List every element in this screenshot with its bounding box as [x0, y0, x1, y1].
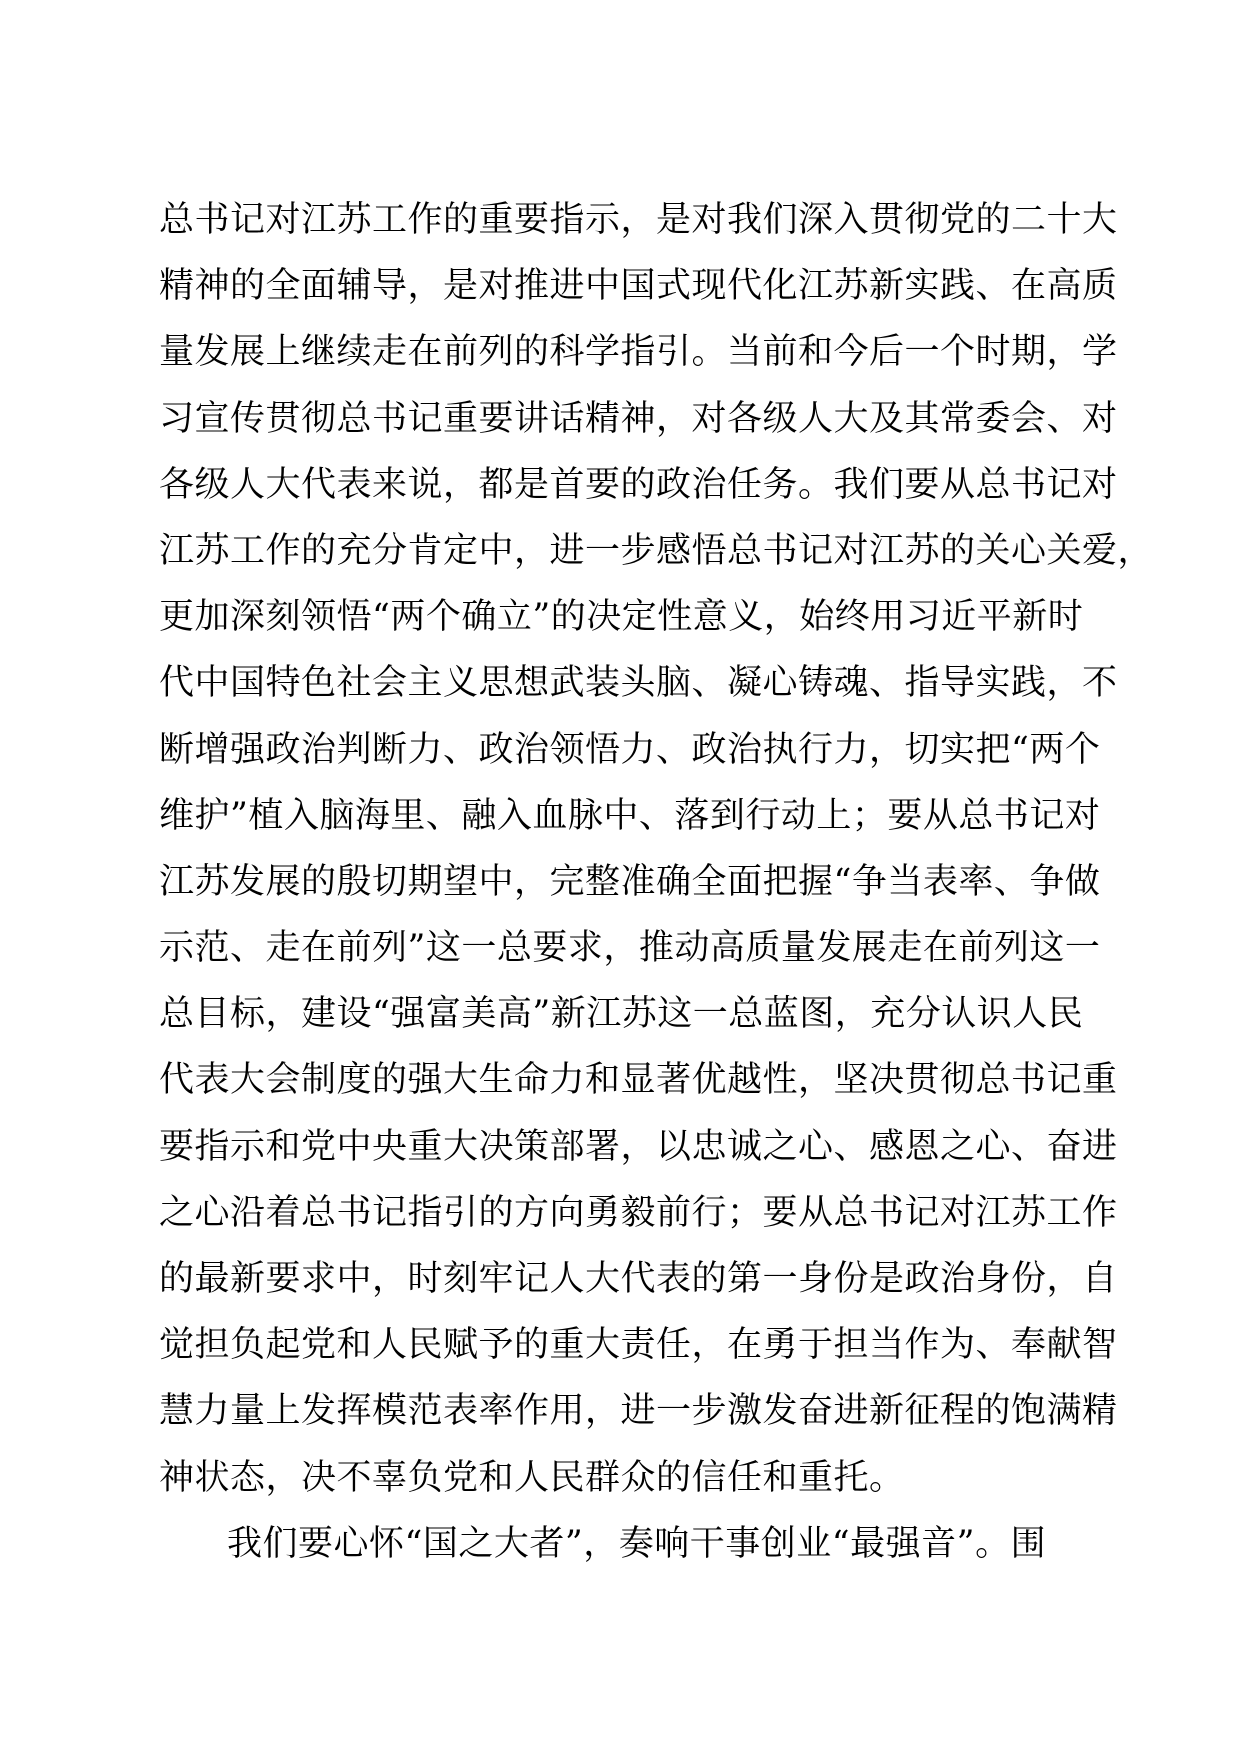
text-line: 代中国特色社会主义思想武装头脑、凝心铸魂、指导实践，不 — [159, 663, 1118, 704]
text-line: 神状态，决不辜负党和人民群众的信任和重托。 — [159, 1457, 905, 1498]
text-line: 示范、走在前列”这一总要求，推动高质量发展走在前列这一 — [159, 928, 1101, 969]
text-line: 断增强政治判断力、政治领悟力、政治执行力，切实把“两个 — [159, 729, 1101, 770]
text-line: 量发展上继续走在前列的科学指引。当前和今后一个时期，学 — [159, 332, 1118, 373]
paragraph-1 — [159, 187, 1154, 1511]
paragraph-2 — [159, 1511, 1079, 1577]
text-line: 慧力量上发挥模范表率作用，进一步激发奋进新征程的饱满精 — [159, 1391, 1118, 1432]
text-line: 之心沿着总书记指引的方向勇毅前行；要从总书记对江苏工作 — [159, 1192, 1118, 1233]
text-line: 觉担负起党和人民赋予的重大责任，在勇于担当作为、奉献智 — [159, 1325, 1118, 1366]
text-line: 江苏工作的充分肯定中，进一步感悟总书记对江苏的关心关爱， — [159, 530, 1154, 571]
text-line: 习宣传贯彻总书记重要讲话精神，对各级人大及其常委会、对 — [159, 398, 1118, 439]
text-line: 江苏发展的殷切期望中，完整准确全面把握“争当表率、争做 — [159, 861, 1101, 902]
text-line: 总书记对江苏工作的重要指示，是对我们深入贯彻党的二十大 — [159, 200, 1118, 240]
text-line: 各级人大代表来说，都是首要的政治任务。我们要从总书记对 — [159, 464, 1118, 505]
text-line: 精神的全面辅导，是对推进中国式现代化江苏新实践、在高质 — [159, 266, 1118, 307]
text-line: 要指示和党中央重大决策部署，以忠诚之心、感恩之心、奋进 — [159, 1126, 1118, 1167]
body-text — [159, 187, 1154, 1577]
text-line: 总目标，建设“强富美高”新江苏这一总蓝图，充分认识人民 — [159, 994, 1084, 1035]
text-line: 更加深刻领悟“两个确立”的决定性意义，始终用习近平新时 — [159, 597, 1084, 638]
text-line: 代表大会制度的强大生命力和显著优越性，坚决贯彻总书记重 — [159, 1060, 1118, 1101]
text-line: 我们要心怀“国之大者”，奏响干事创业“最强音”。围 — [227, 1523, 1047, 1564]
text-line: 维护”植入脑海里、融入血脉中、落到行动上；要从总书记对 — [159, 795, 1101, 836]
text-line: 的最新要求中，时刻牢记人大代表的第一身份是政治身份，自 — [159, 1259, 1118, 1299]
